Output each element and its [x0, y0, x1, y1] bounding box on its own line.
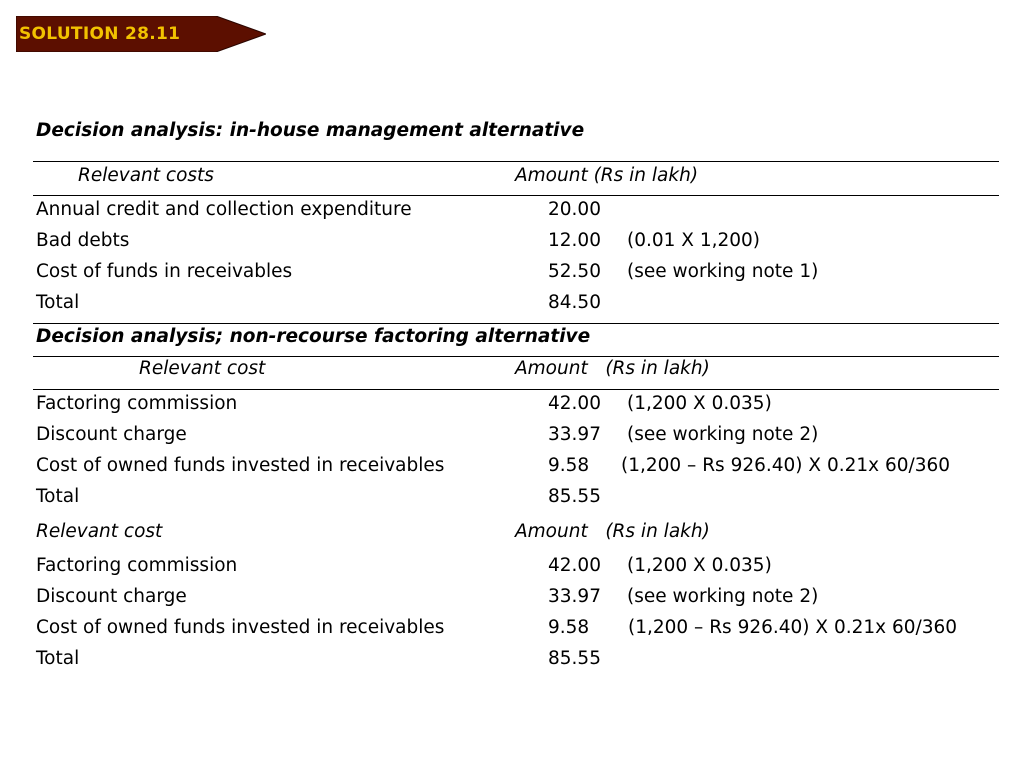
row-label: Factoring commission: [36, 555, 238, 576]
section3-header-row: [36, 518, 1024, 546]
row-label: Cost of owned funds invested in receivables: [36, 617, 445, 638]
table-row: [36, 452, 1024, 480]
row-note: (see working note 1): [627, 261, 819, 282]
row-note: (see working note 2): [627, 586, 819, 607]
table-row-total: [36, 645, 1024, 673]
row-label: Total: [36, 486, 80, 507]
row-note: (1,200 – Rs 926.40) X 0.21x 60/360: [621, 455, 951, 476]
row-label: Cost of owned funds invested in receivables: [36, 455, 445, 476]
row-label: Total: [36, 648, 80, 669]
row-label: Discount charge: [36, 586, 187, 607]
table-row: [36, 421, 1024, 449]
row-label: Bad debts: [36, 230, 130, 251]
row-note: (0.01 X 1,200): [627, 230, 761, 251]
solution-title: SOLUTION 28.11: [19, 24, 181, 44]
row-label: Total: [36, 292, 80, 313]
row-label: Discount charge: [36, 424, 187, 445]
row-amount: 9.58: [548, 455, 590, 476]
table-row-total: [36, 483, 1024, 511]
row-note: (see working note 2): [627, 424, 819, 445]
header-relevant-cost: Relevant cost: [36, 521, 163, 542]
section1-heading: Decision analysis: in-house management alternative: [36, 120, 585, 141]
section1-header-row: [36, 162, 1024, 190]
row-amount: 84.50: [548, 292, 601, 313]
row-amount: 42.00: [548, 555, 601, 576]
table-row: [36, 552, 1024, 580]
header-amount: Amount (Rs in lakh): [515, 358, 710, 379]
row-note: (1,200 – Rs 926.40) X 0.21x 60/360: [628, 617, 958, 638]
row-label: Factoring commission: [36, 393, 238, 414]
section2-heading: Decision analysis; non-recourse factoring alternative: [36, 326, 591, 347]
row-amount: 33.97: [548, 586, 601, 607]
row-amount: 33.97: [548, 424, 601, 445]
table-row: [36, 196, 1024, 224]
row-amount: 42.00: [548, 393, 601, 414]
table-row: [36, 614, 1024, 642]
header-relevant-cost: Relevant cost: [139, 358, 266, 379]
table-row: [36, 227, 1024, 255]
row-amount: 85.55: [548, 648, 601, 669]
row-label: Annual credit and collection expenditure: [36, 199, 412, 220]
row-note: (1,200 X 0.035): [627, 555, 772, 576]
row-note: (1,200 X 0.035): [627, 393, 772, 414]
row-amount: 20.00: [548, 199, 601, 220]
header-amount: Amount (Rs in lakh): [515, 165, 699, 186]
table-row: [36, 583, 1024, 611]
section2-header-row: [36, 355, 1024, 383]
row-amount: 52.50: [548, 261, 601, 282]
table-row: [36, 390, 1024, 418]
header-relevant-costs: Relevant costs: [78, 165, 214, 186]
divider: [33, 323, 999, 324]
row-amount: 12.00: [548, 230, 601, 251]
header-amount: Amount (Rs in lakh): [515, 521, 710, 542]
table-row-total: [36, 289, 1024, 317]
row-amount: 85.55: [548, 486, 601, 507]
row-amount: 9.58: [548, 617, 590, 638]
table-row: [36, 258, 1024, 286]
solution-badge: [16, 16, 266, 52]
row-label: Cost of funds in receivables: [36, 261, 293, 282]
